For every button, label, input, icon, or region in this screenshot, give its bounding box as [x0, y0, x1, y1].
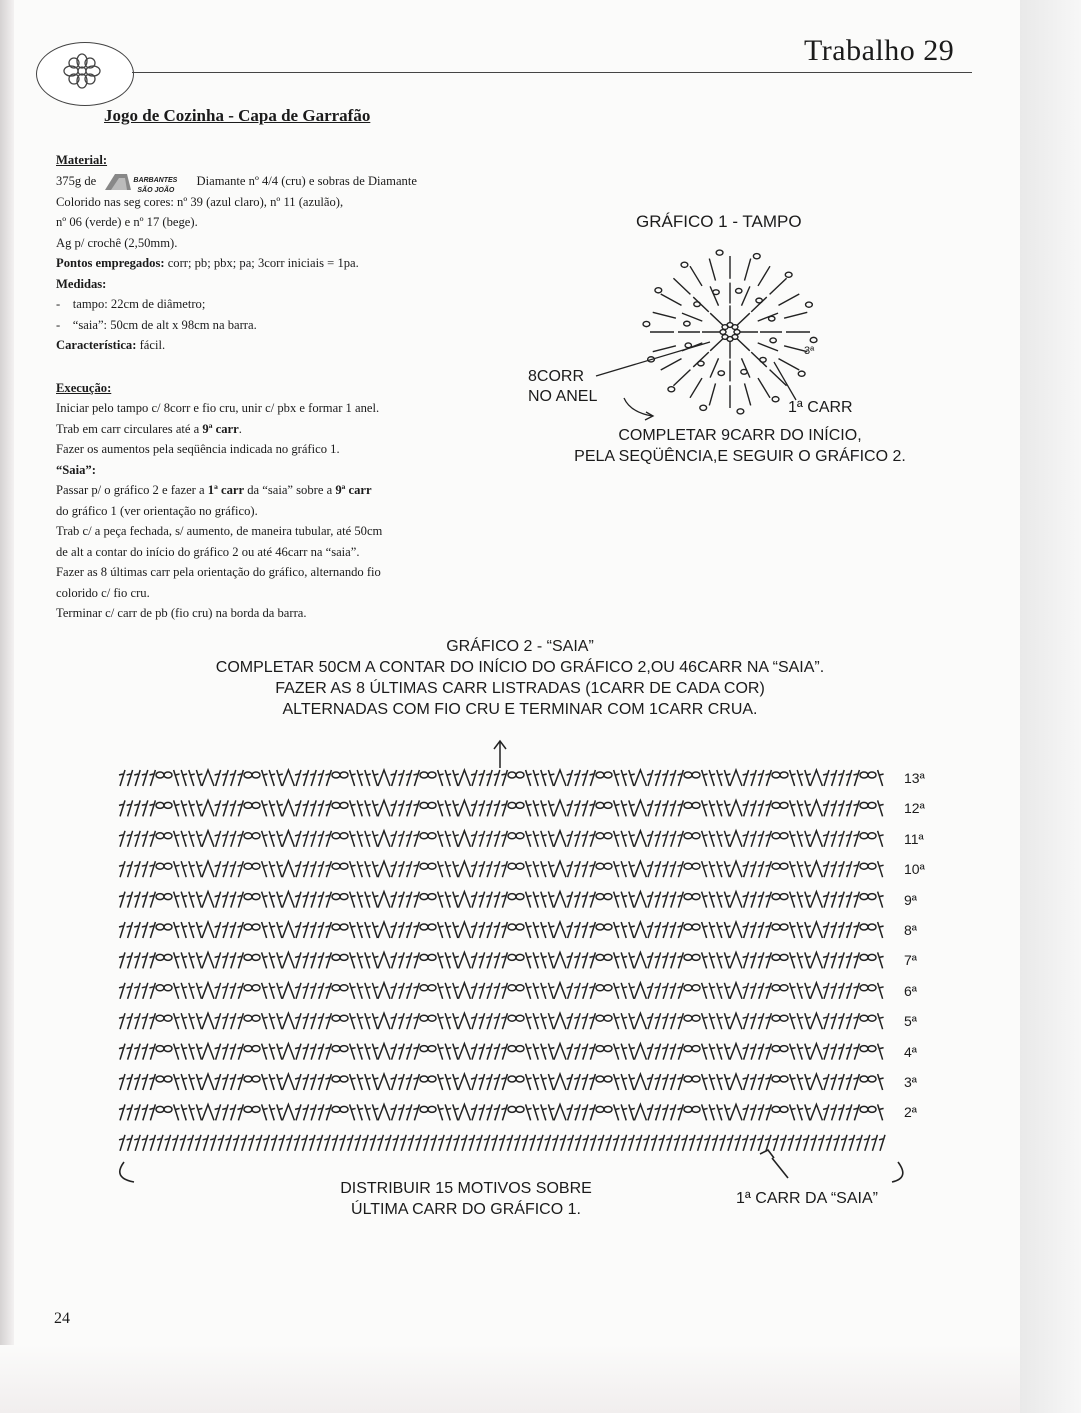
section-title: Jogo de Cozinha - Capa de Garrafão [104, 106, 371, 125]
page-title: Trabalho 29 [804, 34, 955, 67]
stitch-row [119, 952, 884, 968]
execucao-line9: colorido c/ fio cru. [56, 585, 150, 600]
row-label: 12ª [904, 800, 925, 817]
saia-label: “Saia”: [56, 462, 96, 477]
medidas-label: Medidas: [56, 276, 107, 291]
grafico1-3a-label: 3ª [804, 345, 815, 357]
stitch-row [119, 983, 884, 999]
grafico1-pointers [590, 340, 820, 430]
flower-icon [60, 52, 104, 90]
grafico2-line2: FAZER AS 8 ÚLTIMAS CARR LISTRADAS (1CARR DE CADA COR) [275, 680, 765, 697]
medidas-item2: - “saia”: 50cm de alt x 98cm na barra. [56, 317, 257, 332]
execucao-line7: de alt a contar do início do gráfico 2 ou até 46carr na “saia”. [56, 544, 360, 559]
execucao-line2-pre: Trab em carr circulares até a [56, 421, 203, 436]
stitch-row [119, 892, 884, 908]
material-line4: Ag p/ crochê (2,50mm). [56, 235, 178, 250]
execucao-line6: Trab c/ a peça fechada, s/ aumento, de maneira tubular, até 50cm [56, 524, 383, 539]
stitch-row [119, 800, 884, 816]
caracteristica-label: Característica: [56, 338, 137, 353]
grafico2-line3: ALTERNADAS COM FIO CRU E TERMINAR COM 1CARR CRUA. [282, 701, 758, 718]
execucao-line4-pre: Passar p/ o gráfico 2 e fazer a [56, 483, 208, 498]
logo-brand-top: BARBANTES [133, 176, 178, 184]
pontos-label: Pontos empregados: [56, 256, 165, 271]
material-label: Material: [56, 153, 108, 167]
medidas-item1: - tampo: 22cm de diâmetro; [56, 297, 206, 312]
logo-brand-bottom: SÃO JOÃO [137, 186, 175, 194]
execucao-line2-post: . [238, 421, 242, 436]
row-label: 3ª [904, 1074, 917, 1090]
grafico2-diagram [112, 742, 912, 1190]
row-label: 8ª [904, 922, 917, 938]
grafico1-note-line2: PELA SEQÜÊNCIA,E SEGUIR O GRÁFICO 2. [574, 448, 906, 465]
stitch-row [119, 770, 884, 786]
material-line2: Colorido nas seg cores: nº 39 (azul claro), nº 11 (azulão), [56, 194, 344, 209]
execucao-line10: Terminar c/ carr de pb (fio cru) na borda da barra. [56, 606, 307, 621]
grafico1-8corr-line2: NO ANEL [528, 388, 598, 405]
material-line1-post: Diamante nº 4/4 (cru) e sobras de Diamante [196, 173, 417, 188]
grafico2-bottom-left-line1: DISTRIBUIR 15 MOTIVOS SOBRE [340, 1180, 592, 1197]
page-spine-margin [1020, 0, 1081, 1413]
row-label: 6ª [904, 982, 917, 999]
stitch-row [119, 831, 884, 847]
grafico2-line1: COMPLETAR 50CM A CONTAR DO INÍCIO DO GRÁFICO 2,OU 46CARR NA “SAIA”. [215, 659, 825, 676]
row-label: 10ª [904, 861, 925, 878]
stitch-row [119, 1044, 884, 1060]
execucao-label: Execução: [56, 380, 112, 395]
row-label: 7ª [904, 952, 917, 969]
material-line1-pre: 375g de [56, 173, 97, 188]
grafico1-note [540, 425, 940, 467]
page-number: 24 [54, 1310, 70, 1327]
grafico1-title: GRÁFICO 1 - TAMPO [636, 212, 802, 231]
stitch-row [119, 1013, 884, 1029]
pointer-8corr-line [596, 342, 710, 376]
execucao-line5: do gráfico 1 (ver orientação no gráfico). [56, 503, 258, 518]
pontos-text: corr; pb; pbx; pa; 3corr iniciais = 1pa. [164, 256, 359, 271]
pointer-1carr-line [774, 362, 796, 400]
stitch-row [119, 1104, 884, 1120]
header-rule [132, 72, 972, 73]
stitch-row [119, 1074, 884, 1090]
execucao-line4-bold2: 9ª carr [335, 483, 372, 498]
row-label: 2ª [904, 1104, 917, 1121]
stitch-row [119, 861, 884, 877]
grafico2-title: GRÁFICO 2 - “SAIA” [446, 638, 594, 655]
grafico2-first-row-label: 1ª CARR DA “SAIA” [736, 1190, 878, 1207]
row-label: 9ª [904, 891, 917, 908]
grafico2-bottom-left-note [316, 1178, 616, 1220]
grafico2-header [150, 636, 890, 720]
grafico1-8corr-line1: 8CORR [528, 368, 585, 385]
page-left-edge [0, 0, 14, 1413]
row-label: 11ª [904, 830, 924, 847]
execucao-line3: Fazer os aumentos pela seqüência indicada no gráfico 1. [56, 442, 340, 457]
instructions-block [56, 150, 516, 624]
grafico1-1carr-label: 1ª CARR [788, 399, 853, 416]
execucao-line4-bold1: 1ª carr [207, 483, 245, 498]
page-bottom-shade [0, 1345, 1020, 1413]
execucao-line2-bold: 9ª carr [202, 421, 239, 436]
material-line3: nº 06 (verde) e nº 17 (bege). [56, 215, 198, 230]
grafico1-note-line1: COMPLETAR 9CARR DO INÍCIO, [618, 427, 862, 444]
stitch-row [119, 922, 884, 938]
caracteristica-text: fácil. [136, 338, 166, 353]
first-row-stitches [119, 1135, 885, 1151]
row-label: 4ª [904, 1043, 917, 1060]
execucao-line4-mid: da “saia” sobre a [244, 483, 336, 498]
execucao-line1: Iniciar pelo tampo c/ 8corr e fio cru, unir c/ pbx e formar 1 anel. [56, 401, 380, 416]
grafico2-bottom-left-line2: ÚLTIMA CARR DO GRÁFICO 1. [351, 1201, 581, 1218]
barbantes-logo [103, 172, 189, 192]
row-label: 5ª [904, 1013, 917, 1030]
grafico1-8corr-label [528, 367, 597, 407]
execucao-line8: Fazer as 8 últimas carr pela orientação do gráfico, alternando fio [56, 565, 381, 580]
row-label: 13ª [904, 770, 925, 786]
